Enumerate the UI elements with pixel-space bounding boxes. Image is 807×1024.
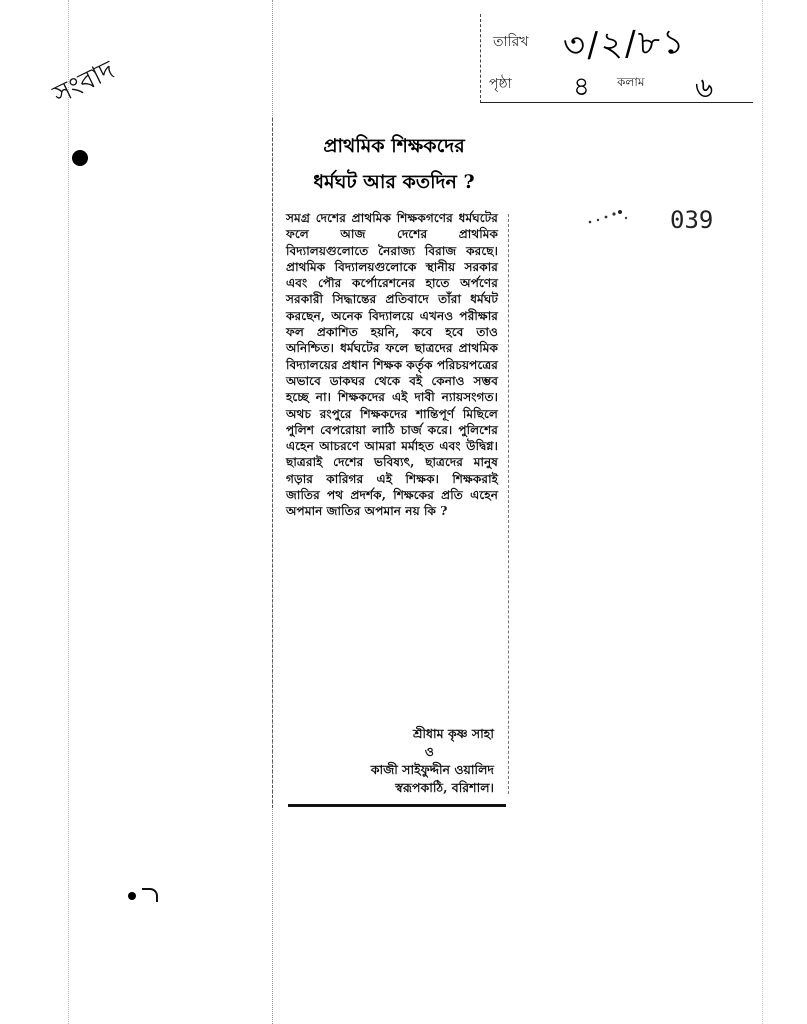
column-label: কলাম xyxy=(617,75,645,89)
signature-2: কাজী সাইফুদ্দীন ওয়ালিদ xyxy=(370,762,494,777)
ink-dot xyxy=(72,150,88,166)
scan-artifact-line xyxy=(762,0,763,1024)
closing-rule xyxy=(288,804,506,807)
page-label: পৃষ্ঠা xyxy=(489,76,512,92)
page-value: ৪ xyxy=(573,72,590,102)
handwritten-margin-note: সংবাদ xyxy=(48,55,120,111)
ink-dot xyxy=(128,892,136,900)
serial-number: 039 xyxy=(670,206,714,234)
headline-line-1: প্রাথমিক শিক্ষকদের xyxy=(323,135,465,157)
ink-specks xyxy=(584,206,634,230)
signature-1: শ্রীধাম কৃষ্ণ সাহা xyxy=(413,726,494,741)
headline-line-2: ধর্মঘট আর কতদিন ? xyxy=(313,171,475,193)
date-value: ৩/২/৮১ xyxy=(562,21,687,67)
scan-artifact-line xyxy=(68,0,69,1024)
ink-mark xyxy=(142,888,158,902)
signature-conjunction: ও xyxy=(424,744,434,759)
clipping-edge xyxy=(508,214,509,794)
letter-body: সমগ্র দেশের প্রাথমিক শিক্ষকগণের ধর্মঘটের ফলে আজ দেশের প্রাথমিক বিদ্যালয়গুলোতে নৈরাজ্য বিরাজ করছে। প্রাথমিক বিদ্যালয়গুলোকে স্থানীয় সরকার এবং পৌর কর্পোরেশনের হাতে অর্পণের সরকারী সিদ্ধান্তের প্রতিবাদে তাঁরা ধর্মঘট করছেন, অনেক বিদ্যালয়ে এখনও পরীক্ষার ফল প্রকাশিত হয়নি, কবে হবে তাও অনিশ্চিত। ধর্মঘটের ফলে ছাত্রদের প্রাথমিক বিদ্যালয়ের প্রধান শিক্ষক কর্তৃক পরিচয়পত্রের অভাবে ডাকঘর থেকে বই কেনাও সম্ভব হচ্ছে না। শিক্ষকদের এই দাবী ন্যায়সংগত। অথচ রংপুরে শিক্ষকদের শান্তিপূর্ণ মিছিলে পুলিশ বেপরোয়া লাঠি চার্জ করে। পুলিশের এহেন আচরণে আমরা মর্মাহত এবং উদ্বিগ্ন। ছাত্ররাই দেশের ভবিষ্যৎ, ছাত্রদের মানুষ গড়ার কারিগর এই শিক্ষক। শিক্ষকরাই জাতির পথ প্রদর্শক, শিক্ষকের প্রতি এহেন অপমান জাতির অপমান নয় কি ? xyxy=(286,211,498,519)
date-label: তারিখ xyxy=(493,34,529,50)
signature-place: স্বরূপকাঠি, বরিশাল। xyxy=(395,780,494,795)
archive-stamp xyxy=(480,14,753,103)
newspaper-clipping xyxy=(280,118,508,818)
clipping-edge xyxy=(272,118,273,808)
column-value: ৬ xyxy=(695,71,714,104)
